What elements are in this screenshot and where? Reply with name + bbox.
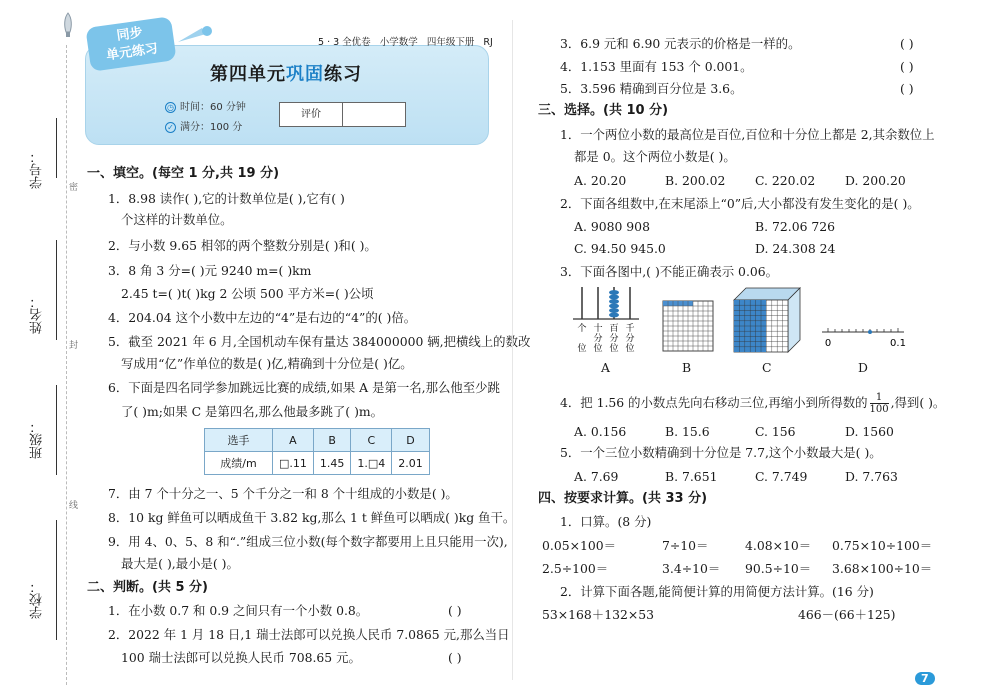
subject: 小学数学 [379,37,418,48]
badge-line-2: 单元练习 [105,41,159,64]
question-line: 3．6.9 元和 6.90 元表示的价格是一样的。 [560,36,801,51]
score-info [165,118,242,133]
oral-calc: 0.05×100＝ [542,538,617,553]
question-line: 最大是( ),最小是( )。 [121,556,239,571]
evaluation-label: 评价 [280,103,343,126]
table-header: B [313,429,351,452]
answer-paren: ( ) [448,603,462,618]
number-line-figure [818,320,908,352]
long-jump-score-table [204,428,430,475]
figure-option[interactable]: A [601,360,610,375]
section-true-false: 二、判断。(共 5 分) [87,580,208,595]
option[interactable]: D. 200.20 [845,173,906,188]
question-line: 2.45 t=( )t( )kg 2 公顷 500 平方米=( )公顷 [121,286,374,301]
question-line: 2．计算下面各题,能简便计算的用简便方法计算。(16 分) [560,584,874,599]
option[interactable]: A. 20.20 [574,173,627,188]
abacus-label: 位 [625,344,635,354]
question-line: 写成用“亿”作单位的数是( )亿,精确到十分位是( )亿。 [121,356,413,371]
title-part: 练习 [324,64,362,85]
oral-calc: 7÷10＝ [662,538,709,553]
table-header: D [392,429,430,452]
option[interactable]: C. 7.749 [755,469,808,484]
question-line: 个这样的计数单位。 [121,212,233,227]
class-label: 班级： [30,420,45,459]
abacus-label: 分 [609,334,619,344]
section-multiple-choice: 三、选择。(共 10 分) [538,103,669,118]
rocket-icon [60,12,76,40]
seal-mark: 密 [67,182,77,191]
oral-calc: 90.5÷10＝ [745,561,812,576]
question-line: 5．一个三位小数精确到十分位是 7.7,这个小数最大是( )。 [560,445,882,460]
option[interactable]: C. 220.02 [755,173,816,188]
answer-paren: ( ) [448,650,462,665]
time-info [165,98,246,113]
oral-calc: 3.4÷10＝ [662,561,721,576]
student-no-line [56,118,57,178]
abacus-label: 位 [593,344,603,354]
option[interactable]: B. 7.651 [665,469,718,484]
option[interactable]: B. 15.6 [665,424,710,439]
option[interactable]: B. 200.02 [665,173,726,188]
abacus-label: 十 [593,324,603,334]
question-text: 4．把 1.56 的小数点先向右移动三位,再缩小到所得数的 [560,395,868,410]
question-line: 5．截至 2021 年 6 月,全国机动车保有量达 384000000 辆,把横线上的数改 [108,334,531,349]
abacus-label: 千 [625,324,635,334]
title-highlight: 巩固 [286,64,324,85]
question-line: 4．1.153 里面有 153 个 0.001。 [560,59,753,74]
option[interactable]: A. 9080 908 [574,219,650,234]
edition: RJ [483,37,493,48]
title-part: 第四单元 [210,64,286,85]
full-score-text: 满分：100 分 [180,122,243,133]
figure-option[interactable]: B [682,360,692,375]
oral-calc: 2.5÷100＝ [542,561,609,576]
fraction-denominator: 100 [869,404,889,415]
school-label: 学校： [30,580,45,619]
class-line [56,385,57,475]
table-cell: □.11 [273,452,314,475]
question-line: 1．口算。(8 分) [560,514,652,529]
badge-line-1: 同步 [115,25,144,44]
oral-calc: 0.75×10÷100＝ [832,538,933,553]
question-line: 都是 0。这个两位小数是( )。 [574,149,736,164]
name-label: 姓名： [30,295,45,334]
table-header: A [273,429,314,452]
answer-paren: ( ) [900,36,914,51]
clock-icon: ◷ [165,102,176,113]
question-line: 4．204.04 这个小数中左边的“4”是右边的“4”的( )倍。 [108,310,417,325]
time-text: 时间：60 分钟 [180,102,246,113]
question-line: 2．与小数 9.65 相邻的两个整数分别是( )和( )。 [108,238,377,253]
hundred-grid-figure [662,300,714,352]
question-line: 5．3.596 精确到百分位是 3.6。 [560,81,743,96]
question-line: 1．8.98 读作( ),它的计数单位是( ),它有( ) [108,191,345,206]
abacus-label: 百 [609,324,619,334]
question-text: ,得到( )。 [890,395,946,410]
abacus-figure [572,285,640,355]
rocket-decoration-icon [176,24,216,46]
grade: 四年级下册 [426,37,475,48]
abacus-label: 分 [593,334,603,344]
option[interactable]: A. 7.69 [574,469,619,484]
section-fill-blank: 一、填空。(每空 1 分,共 19 分) [87,166,280,181]
table-row [205,429,430,452]
fraction-numerator: 1 [870,392,889,404]
table-cell: 1.45 [313,452,351,475]
oral-calc: 4.08×10＝ [745,538,812,553]
question-line: 3．下面各图中,( )不能正确表示 0.06。 [560,264,779,279]
option[interactable]: B. 72.06 726 [755,219,836,234]
option[interactable]: C. 94.50 945.0 [574,241,666,256]
option[interactable]: D. 24.308 24 [755,241,836,256]
question-line: 2．下面各组数中,在末尾添上“0”后,大小都没有发生变化的是( )。 [560,196,920,211]
option[interactable]: D. 1560 [845,424,894,439]
abacus-label: 个 [577,324,587,334]
check-icon: ✓ [165,122,176,133]
figure-option[interactable]: C [762,360,772,375]
answer-paren: ( ) [900,59,914,74]
option[interactable]: D. 7.763 [845,469,898,484]
table-cell: 成绩/m [205,452,273,475]
question-line: 3．8 角 3 分=( )元 9240 m=( )km [108,263,312,278]
abacus-label: 位 [609,344,619,354]
abacus-label: 位 [577,344,587,354]
student-no-label: 学号： [30,150,45,189]
section-calculation: 四、按要求计算。(共 33 分) [538,491,708,506]
binding-dashed-line [66,45,67,685]
answer-paren: ( ) [900,81,914,96]
abacus-label: 分 [625,334,635,344]
calc-expression: 53×168＋132×53 [542,607,654,622]
question-line: 8．10 kg 鲜鱼可以晒成鱼干 3.82 kg,那么 1 t 鲜鱼可以晒成( )kg 鱼干。 [108,510,516,525]
page-number: 7 [915,672,935,685]
page-title [210,60,362,86]
evaluation-box [279,102,406,127]
question-line: 1．在小数 0.7 和 0.9 之间只有一个小数 0.8。 [108,603,369,618]
question-line: 9．用 4、0、5、8 和“.”组成三位小数(每个数字都要用上且只能用一次), [108,534,508,549]
question-line: 7．由 7 个十分之一、5 个千分之一和 8 个十组成的小数是( )。 [108,486,458,501]
school-line [56,520,57,640]
oral-calc: 3.68×100÷10＝ [832,561,933,576]
question-line: 6．下面是四名同学参加跳远比赛的成绩,如果 A 是第一名,那么他至少跳 [108,380,500,395]
question-line: 100 瑞士法郎可以兑换人民币 708.65 元。 [121,650,361,665]
question-line: 2．2022 年 1 月 18 日,1 瑞士法郎可以兑换人民币 7.0865 元,那么当日 [108,627,510,642]
question-line [560,392,945,415]
seal-mark: 封 [67,340,77,349]
name-line [56,240,57,340]
series-info [318,34,493,48]
calc-expression: 466－(66＋125) [798,607,896,622]
question-line: 了( )m;如果 C 是第四名,那么他最多跳了( )m。 [121,404,384,419]
thousand-cube-figure [732,286,802,354]
table-cell: 1.□4 [351,452,392,475]
option[interactable]: A. 0.156 [574,424,627,439]
axis-label: 0.1 [890,338,906,349]
fraction [870,392,889,415]
question-line: 1．一个两位小数的最高位是百位,百位和十分位上都是 2,其余数位上 [560,127,935,142]
table-header: 选手 [205,429,273,452]
table-header: C [351,429,392,452]
figure-option[interactable]: D [858,360,868,375]
axis-label: 0 [824,338,832,349]
column-divider [512,20,513,680]
table-row [205,452,430,475]
option[interactable]: C. 156 [755,424,796,439]
series-name: 5 · 3 全优卷 [318,37,371,48]
seal-mark: 线 [67,500,77,509]
table-cell: 2.01 [392,452,430,475]
binding-strip [8,0,77,692]
